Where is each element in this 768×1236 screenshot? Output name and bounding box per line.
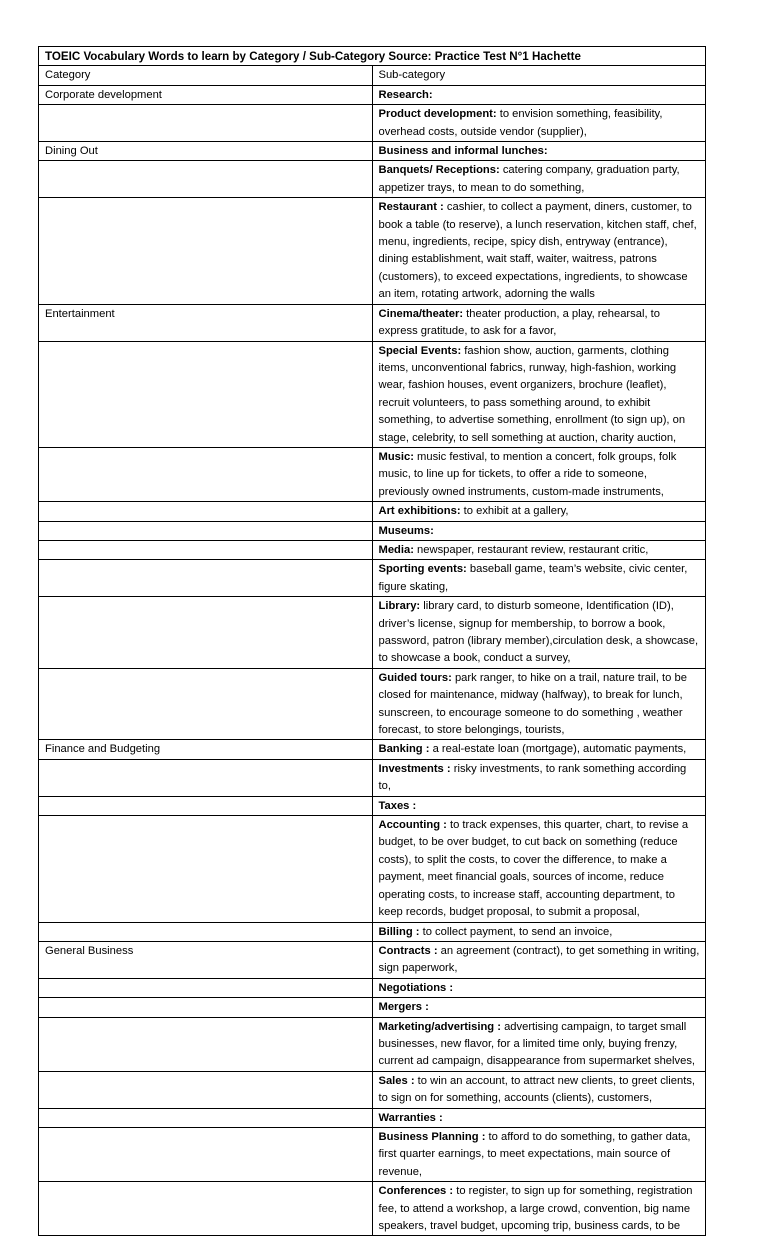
subcategory-heading: Library: — [378, 600, 421, 613]
table-row — [39, 816, 706, 922]
category-cell — [39, 105, 373, 142]
category-cell — [39, 597, 373, 669]
table-row — [39, 1071, 706, 1108]
table-row — [39, 540, 706, 559]
vocabulary-list: advertising campaign, to target small businesses, new flavor, for a limited time only, buying frenzy, current ad campaign, disappearance from supermarket shelves, — [378, 1020, 696, 1068]
category-cell — [39, 922, 373, 941]
subcategory-heading: Business and informal lunches: — [378, 145, 548, 158]
category-cell: General Business — [39, 941, 373, 978]
subcategory-cell — [372, 922, 706, 941]
subcategory-column-header: Sub-category — [372, 66, 706, 85]
subcategory-cell — [372, 502, 706, 521]
vocabulary-list: baseball game, team’s website, civic center, figure skating, — [378, 563, 688, 593]
title-row — [39, 47, 706, 66]
subcategory-heading: Accounting : — [378, 819, 447, 832]
subcategory-cell — [372, 1071, 706, 1108]
table-row — [39, 796, 706, 815]
subcategory-heading: Museums: — [378, 524, 434, 537]
vocabulary-list: to afford to do something, to gather data, first quarter earnings, to meet expectations, main source of revenue, — [378, 1130, 691, 1178]
table-row — [39, 560, 706, 597]
category-cell — [39, 1071, 373, 1108]
header-row — [39, 66, 706, 85]
subcategory-cell — [372, 1108, 706, 1127]
subcategory-heading: Conferences : — [378, 1185, 454, 1198]
category-cell — [39, 447, 373, 501]
subcategory-heading: Investments : — [378, 762, 451, 775]
table-row — [39, 1108, 706, 1127]
category-cell: Entertainment — [39, 304, 373, 341]
table-row — [39, 142, 706, 161]
subcategory-cell — [372, 1017, 706, 1071]
category-cell — [39, 1108, 373, 1127]
subcategory-heading: Special Events: — [378, 344, 462, 357]
category-cell: Corporate development — [39, 85, 373, 104]
table-row — [39, 304, 706, 341]
vocabulary-list: an agreement (contract), to get something in writing, sign paperwork, — [378, 944, 700, 975]
subcategory-cell — [372, 1127, 706, 1181]
table-row — [39, 198, 706, 304]
category-cell — [39, 341, 373, 447]
subcategory-cell — [372, 759, 706, 796]
category-cell — [39, 161, 373, 198]
subcategory-cell — [372, 597, 706, 669]
subcategory-cell — [372, 668, 706, 740]
subcategory-cell — [372, 941, 706, 978]
subcategory-cell — [372, 540, 706, 559]
category-cell — [39, 502, 373, 521]
table-row — [39, 668, 706, 740]
table-row — [39, 521, 706, 540]
subcategory-cell — [372, 85, 706, 104]
subcategory-heading: Banking : — [378, 743, 430, 756]
vocabulary-list: risky investments, to rank something according to, — [378, 762, 687, 793]
vocabulary-list: to collect payment, to send an invoice, — [419, 925, 613, 938]
category-cell — [39, 1017, 373, 1071]
subcategory-cell — [372, 1182, 706, 1236]
table-row — [39, 998, 706, 1017]
vocabulary-list: to win an account, to attract new clients, to greet clients, to sign on for something, accounts (clients), customers, — [378, 1074, 696, 1105]
subcategory-heading: Banquets/ Receptions: — [378, 164, 500, 177]
vocabulary-list: a real-estate loan (mortgage), automatic payments, — [429, 743, 687, 756]
vocabulary-list: to register, to sign up for something, registration fee, to attend a workshop, a large crowd, convention, big name speakers, travel budget, upcoming trip, business cards, to be — [378, 1185, 693, 1232]
category-cell — [39, 668, 373, 740]
subcategory-heading: Sales : — [378, 1074, 415, 1087]
category-cell — [39, 796, 373, 815]
category-cell — [39, 198, 373, 304]
subcategory-heading: Contracts : — [378, 944, 438, 957]
subcategory-cell — [372, 447, 706, 501]
table-row — [39, 1127, 706, 1181]
vocabulary-list: theater production, a play, rehearsal, to express gratitude, to ask for a favor, — [378, 307, 660, 338]
subcategory-cell — [372, 304, 706, 341]
table-row — [39, 978, 706, 997]
category-cell — [39, 560, 373, 597]
subcategory-cell — [372, 998, 706, 1017]
subcategory-heading: Music: — [378, 450, 414, 463]
vocabulary-table-body — [39, 47, 706, 1236]
table-row — [39, 1017, 706, 1071]
subcategory-cell — [372, 796, 706, 815]
table-row — [39, 1182, 706, 1236]
subcategory-cell — [372, 978, 706, 997]
subcategory-cell — [372, 198, 706, 304]
vocabulary-table — [38, 46, 706, 1236]
subcategory-cell — [372, 740, 706, 759]
table-row — [39, 341, 706, 447]
subcategory-heading: Media: — [378, 543, 414, 556]
category-cell — [39, 998, 373, 1017]
subcategory-cell — [372, 521, 706, 540]
subcategory-heading: Business Planning : — [378, 1130, 486, 1143]
table-row — [39, 597, 706, 669]
table-row — [39, 740, 706, 759]
subcategory-heading: Sporting events: — [378, 563, 467, 576]
vocabulary-list: fashion show, auction, garments, clothing items, unconventional fabrics, runway, high-fashion, working wear, fashion houses, event organizers, brochure (leaflet), recruit volunteers, to pass something around, to exhibit something, to advertise something, enrollment (to sign up), on stage, celebrity, to sell something at auction, charity auction, — [378, 344, 686, 444]
subcategory-heading: Guided tours: — [378, 671, 452, 684]
table-row — [39, 502, 706, 521]
table-row — [39, 85, 706, 104]
subcategory-heading: Restaurant : — [378, 201, 444, 214]
category-cell — [39, 1182, 373, 1236]
table-title: TOEIC Vocabulary Words to learn by Category / Sub-Category Source: Practice Test N°1 Hachette — [39, 47, 706, 66]
vocabulary-list: to envision something, feasibility, overhead costs, outside vendor (supplier), — [378, 108, 663, 138]
subcategory-heading: Negotiations : — [378, 981, 454, 994]
vocabulary-list: to exhibit at a gallery, — [460, 505, 569, 518]
category-cell — [39, 540, 373, 559]
subcategory-heading: Cinema/theater: — [378, 307, 464, 320]
category-cell — [39, 1127, 373, 1181]
table-row — [39, 105, 706, 142]
subcategory-cell — [372, 142, 706, 161]
table-row — [39, 941, 706, 978]
subcategory-cell — [372, 560, 706, 597]
category-cell — [39, 978, 373, 997]
subcategory-heading: Marketing/advertising : — [378, 1020, 501, 1033]
vocabulary-list: park ranger, to hike on a trail, nature trail, to be closed for maintenance, midway (halfway), to break for lunch, sunscreen, to encourage someone to do something , weather forecast, to store belongings, tourists, — [378, 671, 687, 737]
category-cell: Finance and Budgeting — [39, 740, 373, 759]
subcategory-heading: Taxes : — [378, 799, 417, 812]
table-row — [39, 922, 706, 941]
category-column-header: Category — [39, 66, 373, 85]
subcategory-heading: Product development: — [378, 108, 497, 121]
category-cell: Dining Out — [39, 142, 373, 161]
category-cell — [39, 521, 373, 540]
subcategory-cell — [372, 816, 706, 922]
vocabulary-list: music festival, to mention a concert, folk groups, folk music, to line up for tickets, to offer a ride to someone, previously owned instruments, custom-made instruments, — [378, 450, 677, 498]
table-row — [39, 161, 706, 198]
subcategory-heading: Research: — [378, 88, 433, 101]
vocabulary-list: newspaper, restaurant review, restaurant critic, — [413, 543, 649, 556]
vocabulary-list: cashier, to collect a payment, diners, customer, to book a table (to reserve), a lunch reservation, kitchen staff, chef, menu, ingredients, recipe, spicy dish, entryway (entrance), dining establishment, wait staff, waiter, waitress, patrons (customers), to exceed expectations, ingredients, to showcase an item, rotating artwork, adorning the walls — [378, 201, 697, 301]
subcategory-heading: Warranties : — [378, 1111, 443, 1124]
vocabulary-list: library card, to disturb someone, Identification (ID), driver’s license, signup for membership, to borrow a book, password, patron (library member),circulation desk, a showcase, to showcase a book, conduct a survey, — [378, 600, 699, 665]
vocabulary-list: catering company, graduation party, appetizer trays, to mean to do something, — [378, 164, 680, 194]
document-page — [38, 46, 706, 1236]
category-cell — [39, 816, 373, 922]
category-cell — [39, 759, 373, 796]
table-row — [39, 759, 706, 796]
subcategory-heading: Mergers : — [378, 1001, 429, 1014]
subcategory-cell — [372, 105, 706, 142]
subcategory-cell — [372, 341, 706, 447]
subcategory-heading: Billing : — [378, 925, 420, 938]
table-row — [39, 447, 706, 501]
subcategory-heading: Art exhibitions: — [378, 505, 461, 518]
subcategory-cell — [372, 161, 706, 198]
vocabulary-list: to track expenses, this quarter, chart, to revise a budget, to be over budget, to cut back on something (reduce costs), to split the costs, to cover the difference, to make a payment, meet financial goals, sources of income, reduce operating costs, to increase staff, accounting department, to keep records, budget proposal, to submit a proposal, — [378, 819, 689, 919]
